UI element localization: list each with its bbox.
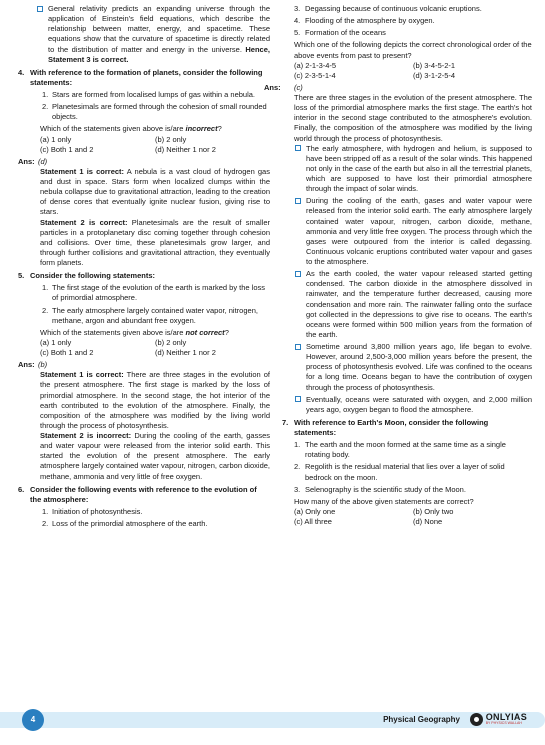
q6-option-a: (a) 2-1-3-4-5 xyxy=(294,60,337,70)
q6-answer: Ans: (c) xyxy=(264,82,303,92)
square-bullet-icon xyxy=(295,396,301,402)
q5-option-b: (b) 2 only xyxy=(155,337,187,347)
q7-option-d: (d) None xyxy=(413,517,443,526)
left-column xyxy=(18,4,270,531)
q7-option-b: (b) Only two xyxy=(413,506,454,516)
q6-bullet-3: As the earth cooled, the water vapour released started getting condensed. The carbon dioxide in the atmosphere dissolved in rainwater, and the temperature further decreased, causing more condensation and more rain. The rainwater falling onto the surface got collected in the depressions to give rise to oceans. The earth's oceans were formed within 500 million years from the formation of the earth. xyxy=(282,269,532,340)
q5-explanation-2: Statement 2 is incorrect: During the cooling of the earth, gasses and water vapour were released from the interior solid earth. This started the evolution of the present atmosphere. The early atmosphere largely contained water vapour, nitrogen, carbon dioxide, methane, ammonia and very little of free oxygen. xyxy=(40,431,270,481)
q7-statement-2: 2. Regolith is the residual material that lies over a layer of solid bedrock on the moon. xyxy=(294,462,505,482)
brand-subtitle: BY PHYSICS WALLAH xyxy=(485,721,522,726)
q6-bullet-4: Sometime around 3,800 million years ago, life began to evolve. However, around 2,500-3,000 million years before the present, the process of photosynthesis evolved. Life was confined to the oceans for a long time. Oceans began to have the contribution of oxygen through the process of photosynthesis. xyxy=(282,342,532,393)
q4-option-d: (d) Neither 1 nor 2 xyxy=(155,144,216,154)
subject-title: Physical Geography xyxy=(383,715,460,724)
q6-statement-4: 4. Flooding of the atmosphere by oxygen. xyxy=(294,16,435,26)
q6-option-d: (d) 3-1-2-5-4 xyxy=(413,70,456,80)
page-footer xyxy=(0,708,545,732)
q5-ask: Which of the statements given above is/are not correct? xyxy=(40,327,229,337)
q4-option-c: (c) Both 1 and 2 xyxy=(40,144,94,154)
q5-option-c: (c) Both 1 and 2 xyxy=(40,348,94,357)
q6-statement-3: 3. Degassing because of continuous volcanic eruptions. xyxy=(294,4,482,13)
q5-option-d: (d) Neither 1 nor 2 xyxy=(155,348,216,357)
square-bullet-icon xyxy=(295,344,301,350)
q4-options xyxy=(18,135,270,155)
right-column xyxy=(264,4,532,529)
q4-statement-1: 1. Stars are formed from localised lumps of gas within a nebula. xyxy=(42,90,256,99)
q6-ask: Which one of the following depicts the correct chronological order of the above events from past to present? xyxy=(294,40,532,60)
footer-bar xyxy=(0,712,545,728)
question-4: 4. With reference to the formation of planets, consider the following statements: xyxy=(18,67,263,87)
q5-statement-2: 2. The early atmosphere largely contained water vapor, nitrogen, methane, argon and abundant free oxygen. xyxy=(42,305,258,325)
q5-statement-1: 1. The first stage of the evolution of the earth is marked by the loss of primordial atmosphere. xyxy=(42,283,266,303)
q6-option-b: (b) 3-4-5-2-1 xyxy=(413,60,456,70)
bullet-general-relativity: General relativity predicts an expanding universe through the application of Einstein's field equations, which describe the relationship between matter, energy, and spacetime. These equations show that the curvature of spacetime is directly related to the distribution of matter and energy in the universe. Hence, Statement 3 is correct. xyxy=(36,4,270,65)
q7-statement-1: 1. The earth and the moon formed at the same time as a single rotating body. xyxy=(294,440,506,460)
q7-options xyxy=(282,507,532,527)
question-5: 5. Consider the following statements: xyxy=(18,271,156,281)
q4-explanation-2: Statement 2 is correct: Planetesimals are the result of smaller particles in a protoplanetary disc coming together through cohesion and collisions. Over time, these planetesimals grow larger, and through further collisions and gravitational attraction, they eventually form planets. xyxy=(40,217,270,267)
q6-option-c: (c) 2-3-5-1-4 xyxy=(294,70,336,80)
q4-answer: Ans: (d) xyxy=(18,156,48,166)
q4-option-b: (b) 2 only xyxy=(155,134,187,144)
square-bullet-icon xyxy=(295,271,301,277)
q5-answer: Ans: (b) xyxy=(18,360,48,370)
q4-explanation-1: Statement 1 is correct: A nebula is a vast cloud of hydrogen gas and dust in space. Stars form when localized clumps within the nebula collapse due to gravitational attraction, leading to the creation of dense cores that eventually ignite nuclear fusion, giving rise to stars. xyxy=(40,166,270,217)
logo-emblem-icon xyxy=(470,713,483,726)
q7-statement-3: 3. Selenography is the scientific study of the Moon. xyxy=(294,484,466,494)
q7-option-c: (c) All three xyxy=(294,517,332,526)
q4-ask: Which of the statements given above is/are incorrect? xyxy=(40,124,222,134)
q6-statement-2: 2. Loss of the primordial atmosphere of the earth. xyxy=(42,519,208,528)
q6-options xyxy=(282,61,532,81)
q4-option-a: (a) 1 only xyxy=(40,134,72,144)
q5-explanation-1: Statement 1 is correct: There are three stages in the evolution of the present atmosphere. The first stage is marked by the loss of primordial atmosphere. In the second stage, the hot interior of the earth contributed to the evolution of the atmosphere. Finally, the composition of the atmosphere was modified by the living world through the process of photosynthesis. xyxy=(40,370,270,430)
q6-bullet-5: Eventually, oceans were saturated with oxygen, and 2,000 million years ago, oxygen began to flood the atmosphere. xyxy=(282,395,532,415)
q6-bullet-2: During the cooling of the earth, gases and water vapour were released from the interior solid earth. The early atmosphere largely contained water vapour, nitrogen, carbon dioxide, methane, ammonia and very little free oxygen. The process through which the gases were outpoured from the interior is called degassing. Continuous volcanic eruptions contributed water vapour and gases to the atmosphere. xyxy=(282,196,532,267)
q4-statement-2: 2. Planetesimals are formed through the cohesion of small rounded objects. xyxy=(42,102,267,122)
brand-name: ONLYIAS xyxy=(485,712,527,723)
square-bullet-icon xyxy=(37,6,43,12)
q6-bullet-1: The early atmosphere, with hydrogen and helium, is supposed to have been stripped off as a result of the solar winds. This happened not only in the case of the earth but also in all the terrestrial planets, which are supposed to have lost their primordial atmosphere through the impact of solar winds. xyxy=(282,144,532,195)
q6-statement-1: 1. Initiation of photosynthesis. xyxy=(42,506,143,516)
square-bullet-icon xyxy=(295,145,301,151)
square-bullet-icon xyxy=(295,198,301,204)
question-7: 7. With reference to Earth's Moon, consider the following statements: xyxy=(282,417,489,437)
q6-statement-5: 5. Formation of the oceans xyxy=(294,28,386,38)
brand-logo xyxy=(470,713,527,726)
q7-option-a: (a) Only one xyxy=(294,506,336,516)
q7-ask: How many of the above given statements are correct? xyxy=(294,496,474,506)
q5-options xyxy=(18,338,270,358)
q5-option-a: (a) 1 only xyxy=(40,337,72,347)
question-6: 6. Consider the following events with reference to the evolution of the atmosphere: xyxy=(18,484,257,504)
page-number: 4 xyxy=(22,709,44,731)
q6-explanation: There are three stages in the evolution of the present atmosphere. The loss of the primordial atmosphere marks the first stage. The earth's hot interior in the second stage contributed to the atmosphere's evolution. Finally, the composition of the atmosphere was modified by the living world through the process of photosynthesis. xyxy=(294,93,532,143)
